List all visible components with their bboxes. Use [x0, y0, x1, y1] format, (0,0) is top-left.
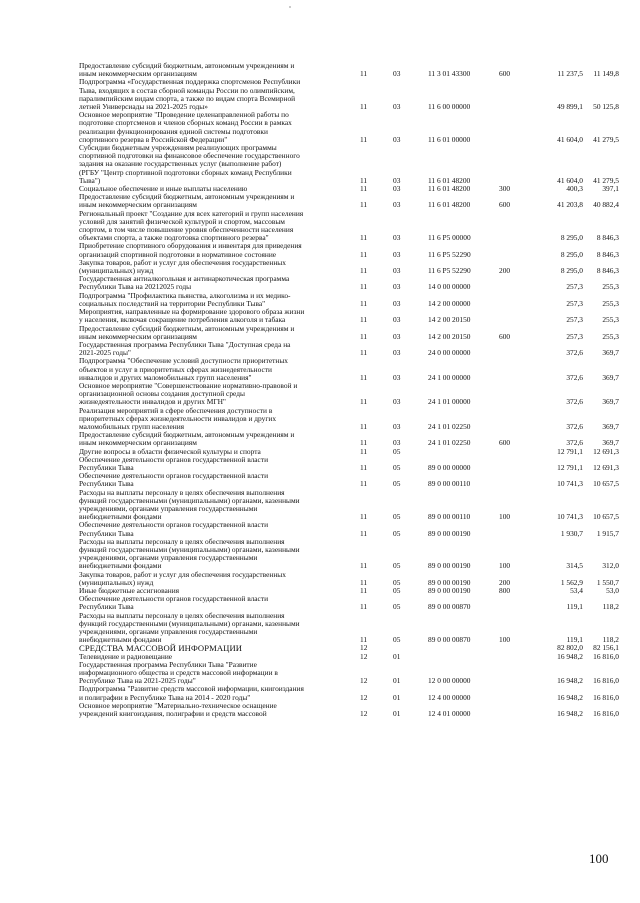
row-sum-year2: 53,0 — [606, 586, 619, 595]
row-name: Подпрограмма "Профилактика пьянства, алкоголизма и их медико- социальных последствий на территории Республики Тыва" — [79, 290, 291, 308]
row-sum-year1: 314,5 — [566, 561, 583, 571]
row-sum-year1: 16 948,2 — [557, 709, 583, 719]
budget-table — [79, 62, 619, 718]
row-sum-year1: 372,6 — [566, 438, 583, 448]
row-sum-year1: 82 802,0 — [557, 643, 583, 653]
row-sum-year1: 53,4 — [570, 586, 583, 595]
row-section: 11 — [360, 397, 368, 407]
row-subsection: 05 — [393, 586, 401, 595]
row-name: Государственная программа Республики Тыва "Развитие информационного общества и средств массовой информации в Республике Тыва на 2021-2025 годы" — [79, 659, 278, 686]
row-section: 11 — [360, 372, 368, 382]
row-subsection: 05 — [393, 561, 401, 571]
row-expense-type: 200 — [499, 266, 511, 276]
row-subsection: 05 — [393, 602, 401, 612]
row-name: Расходы на выплаты персоналу в целях обеспечения выполнения функций государственными (муниципальными) органами, казенными учреждениями, органами управления государственными внебюджетными фондами — [79, 487, 300, 522]
row-name: Реализация мероприятий в сфере обеспечения доступности в приоритетных сферах жизнедеятельности инвалидов и других маломобильных групп населения — [79, 405, 277, 431]
row-section: 11 — [360, 421, 368, 431]
row-expense-type: 100 — [499, 561, 511, 571]
row-sum-year2: 255,3 — [602, 298, 619, 308]
row-name: Государственная программа Республики Тыва "Доступная среда на 2021-2025 годы" — [79, 339, 291, 358]
row-subsection: 03 — [393, 315, 401, 325]
row-sum-year2: 369,7 — [602, 421, 619, 431]
row-sum-year2: 16 816,0 — [593, 676, 619, 686]
row-expense-type: 300 — [499, 184, 511, 194]
row-sum-year1: 12 791,1 — [557, 446, 583, 456]
row-sum-year2: 41 279,5 — [593, 175, 619, 185]
table-row — [79, 325, 619, 341]
row-expense-type: 600 — [499, 438, 511, 448]
row-name: Предоставление субсидий бюджетным, автономным учреждениям и иным некоммерческим организациям — [79, 323, 295, 341]
row-sum-year1: 372,6 — [566, 421, 583, 431]
row-subsection: 03 — [393, 69, 401, 79]
row-target-article: 24 1 01 02250 — [428, 421, 471, 431]
row-section: 11 — [360, 462, 368, 472]
row-target-article: 11 6 P5 52290 — [428, 266, 471, 276]
row-name: Основное мероприятие "Совершенствование нормативно-правовой и организационной основы создания доступной среды жизнедеятельности инвалидов и других МГН" — [79, 380, 298, 407]
row-sum-year2: 40 882,4 — [593, 200, 619, 210]
row-target-article: 89 0 00 00110 — [428, 479, 471, 489]
row-sum-year1: 10 741,3 — [557, 479, 583, 489]
row-section: 11 — [360, 175, 368, 185]
row-subsection: 03 — [393, 397, 401, 407]
row-target-article: 14 2 00 20150 — [428, 331, 471, 341]
row-target-article: 11 6 P5 00000 — [428, 233, 471, 243]
row-subsection: 05 — [393, 528, 401, 538]
row-sum-year2: 369,7 — [602, 397, 619, 407]
row-section: 12 — [360, 643, 368, 653]
row-sum-year1: 1 930,7 — [560, 528, 583, 538]
table-row — [79, 308, 619, 324]
row-section: 11 — [360, 282, 368, 292]
row-section: 11 — [360, 446, 368, 456]
row-sum-year1: 49 899,1 — [557, 102, 583, 112]
row-target-article: 89 0 00 00190 — [428, 586, 471, 595]
row-name: Телевидение и радиовещание — [79, 651, 173, 661]
row-name: Подпрограмма «Государственная поддержка спортсменов Республики Тыва, входящих в состав сборной команды России по олимпийским, паралимпийским видам спорта, а также по видам спорта Всемирной летней Универсиады на 2021-2025 годы» — [79, 77, 301, 112]
row-target-article: 24 1 01 02250 — [428, 438, 471, 448]
row-section: 11 — [360, 134, 368, 144]
row-sum-year1: 16 948,2 — [557, 692, 583, 702]
table-row — [79, 193, 619, 209]
row-expense-type: 100 — [499, 635, 511, 645]
row-target-article: 89 0 00 00870 — [428, 635, 471, 645]
row-target-article: 24 1 01 00000 — [428, 397, 471, 407]
row-subsection: 05 — [393, 512, 401, 522]
row-expense-type: 800 — [499, 586, 511, 595]
row-name: Региональный проект "Создание для всех категорий и групп населения условий для занятий физической культурой и спортом, массовым спортом, в том числе повышение уровня обеспеченности населения объектами спорта, а также подготовка спортивного резерва" — [79, 208, 304, 243]
scan-speck — [289, 6, 291, 8]
row-subsection: 03 — [393, 233, 401, 243]
row-section: 11 — [360, 266, 368, 276]
row-section: 12 — [360, 709, 368, 719]
row-target-article: 24 0 00 00000 — [428, 348, 471, 358]
row-target-article: 12 4 01 00000 — [428, 709, 471, 719]
table-row — [79, 407, 619, 432]
table-row — [79, 431, 619, 447]
row-sum-year1: 10 741,3 — [557, 512, 583, 522]
row-sum-year2: 1 915,7 — [596, 528, 619, 538]
table-row — [79, 144, 619, 185]
row-target-article: 14 2 00 00000 — [428, 298, 471, 308]
row-section: 11 — [360, 298, 368, 308]
row-section: 11 — [360, 438, 368, 448]
row-name: СРЕДСТВА МАССОВОЙ ИНФОРМАЦИИ — [79, 643, 243, 654]
row-target-article: 11 3 01 43300 — [428, 69, 471, 79]
row-section: 12 — [360, 676, 368, 686]
row-sum-year2: 12 691,3 — [593, 446, 619, 456]
row-sum-year2: 397,1 — [602, 184, 619, 194]
table-row — [79, 111, 619, 144]
row-target-article: 89 0 00 00190 — [428, 577, 471, 587]
row-sum-year2: 255,3 — [602, 331, 619, 341]
row-sum-year1: 257,3 — [566, 282, 583, 292]
row-subsection: 03 — [393, 331, 401, 341]
table-row — [79, 685, 619, 701]
row-expense-type: 600 — [499, 69, 511, 79]
row-subsection: 03 — [393, 421, 401, 431]
row-name: Основное мероприятие "Проведение целенаправленной работы по подготовке спортсменов и членов сборных команд России в рамках реализации функционирования единой системы подготовки спортивного резерва в Российской Федерации" — [79, 110, 292, 144]
row-subsection: 03 — [393, 102, 401, 112]
row-sum-year2: 10 657,5 — [593, 512, 619, 522]
row-sum-year1: 8 295,0 — [560, 266, 583, 276]
row-sum-year1: 257,3 — [566, 315, 583, 325]
row-subsection: 05 — [393, 479, 401, 489]
row-section: 11 — [360, 102, 368, 112]
table-row — [79, 382, 619, 407]
row-target-article: 89 0 00 00870 — [428, 602, 471, 612]
row-section: 11 — [360, 561, 368, 571]
row-subsection: 01 — [393, 676, 401, 686]
row-section: 11 — [360, 331, 368, 341]
table-row — [79, 242, 619, 258]
table-row — [79, 62, 619, 78]
row-sum-year1: 8 295,0 — [560, 233, 583, 243]
row-section: 11 — [360, 512, 368, 522]
row-sum-year2: 8 846,3 — [596, 266, 619, 276]
row-subsection: 01 — [393, 692, 401, 702]
row-section: 11 — [360, 528, 368, 538]
table-row — [79, 456, 619, 472]
row-subsection: 03 — [393, 134, 401, 144]
row-name: Государственная антиалкогольная и антинаркотическая программа Республики Тыва на 20212025 годы — [79, 274, 290, 292]
row-sum-year2: 8 846,3 — [596, 233, 619, 243]
row-name: Основное мероприятие "Материально-техническое оснащение учреждений книгоиздания, полиграфии и средств массовой — [79, 700, 277, 719]
row-target-article: 11 6 P5 52290 — [428, 249, 471, 259]
table-row — [79, 259, 619, 275]
row-expense-type: 100 — [499, 512, 511, 522]
row-name: Иные бюджетные ассигнования — [79, 586, 180, 595]
row-sum-year1: 41 604,0 — [557, 175, 583, 185]
row-sum-year2: 50 125,8 — [593, 102, 619, 112]
row-name: Обеспечение деятельности органов государственной власти Республики Тыва — [79, 471, 269, 489]
row-name: Расходы на выплаты персоналу в целях обеспечения выполнения функций государственными (муниципальными) органами, казенными учреждениями, органами управления государственными внебюджетными фондами — [79, 536, 300, 571]
row-sum-year2: 118,2 — [602, 635, 619, 645]
row-name: Другие вопросы в области физической культуры и спорта — [79, 446, 261, 456]
row-name: Обеспечение деятельности органов государственной власти Республики Тыва — [79, 520, 269, 538]
row-expense-type: 200 — [499, 577, 511, 587]
table-row — [79, 357, 619, 382]
table-row — [79, 538, 619, 571]
row-section: 11 — [360, 635, 368, 645]
row-target-article: 14 0 00 00000 — [428, 282, 471, 292]
row-section: 11 — [360, 315, 368, 325]
row-sum-year2: 369,7 — [602, 438, 619, 448]
row-target-article: 14 2 00 20150 — [428, 315, 471, 325]
row-section: 11 — [360, 577, 368, 587]
row-target-article: 12 0 00 00000 — [428, 676, 471, 686]
row-sum-year2: 8 846,3 — [596, 249, 619, 259]
row-sum-year1: 372,6 — [566, 348, 583, 358]
row-name: Расходы на выплаты персоналу в целях обеспечения выполнения функций государственными (муниципальными) органами, казенными учреждениями, органами управления государственными внебюджетными фондами — [79, 610, 300, 645]
row-expense-type: 600 — [499, 200, 511, 210]
table-row — [79, 292, 619, 308]
row-section: 11 — [360, 233, 368, 243]
row-section: 11 — [360, 348, 368, 358]
row-target-article: 89 0 00 00190 — [428, 528, 471, 538]
row-subsection: 05 — [393, 635, 401, 645]
table-row — [79, 595, 619, 611]
row-target-article: 89 0 00 00110 — [428, 512, 471, 522]
row-expense-type: 600 — [499, 331, 511, 341]
row-subsection: 05 — [393, 462, 401, 472]
row-name: Предоставление субсидий бюджетным, автономным учреждениям и иным некоммерческим организациям — [79, 61, 295, 79]
row-subsection: 03 — [393, 438, 401, 448]
table-row — [79, 571, 619, 587]
row-name: Социальное обеспечение и иные выплаты населению — [79, 184, 248, 194]
row-sum-year2: 312,0 — [602, 561, 619, 571]
row-sum-year1: 1 562,9 — [560, 577, 583, 587]
row-sum-year2: 118,2 — [602, 602, 619, 612]
row-subsection: 03 — [393, 348, 401, 358]
row-target-article: 89 0 00 00000 — [428, 462, 471, 472]
row-target-article: 12 4 00 00000 — [428, 692, 471, 702]
row-target-article: 11 6 01 48200 — [428, 200, 471, 210]
row-sum-year2: 255,3 — [602, 315, 619, 325]
table-row — [79, 472, 619, 488]
row-subsection: 03 — [393, 266, 401, 276]
row-target-article: 89 0 00 00190 — [428, 561, 471, 571]
row-section: 11 — [360, 69, 368, 79]
row-subsection: 03 — [393, 298, 401, 308]
row-section: 11 — [360, 249, 368, 259]
row-target-article: 24 1 00 00000 — [428, 372, 471, 382]
row-sum-year1: 41 203,8 — [557, 200, 583, 210]
table-row — [79, 489, 619, 522]
row-sum-year2: 16 816,0 — [593, 651, 619, 661]
row-name: Субсидии бюджетным учреждениям реализующих программы спортивной подготовки на финансовое обеспечение государственного задания на оказание государственных услуг (выполнение работ) (РГБУ "Центр спортивной подготовки сборных команд Республики Тыва") — [79, 143, 300, 185]
row-section: 11 — [360, 200, 368, 210]
row-sum-year2: 255,3 — [602, 282, 619, 292]
table-row — [79, 702, 619, 718]
row-name: Обеспечение деятельности органов государственной власти Республики Тыва — [79, 594, 269, 612]
row-sum-year2: 10 657,5 — [593, 479, 619, 489]
row-subsection: 01 — [393, 709, 401, 719]
row-section: 11 — [360, 479, 368, 489]
row-sum-year2: 12 691,3 — [593, 462, 619, 472]
table-row — [79, 78, 619, 111]
row-target-article: 11 6 01 00000 — [428, 134, 471, 144]
row-subsection: 01 — [393, 651, 401, 661]
row-section: 11 — [360, 184, 368, 194]
row-sum-year2: 369,7 — [602, 372, 619, 382]
row-sum-year1: 119,1 — [566, 602, 583, 612]
row-sum-year1: 12 791,1 — [557, 462, 583, 472]
row-sum-year1: 16 948,2 — [557, 651, 583, 661]
row-subsection: 03 — [393, 175, 401, 185]
row-sum-year2: 41 279,5 — [593, 134, 619, 144]
row-sum-year1: 372,6 — [566, 397, 583, 407]
row-subsection: 03 — [393, 372, 401, 382]
row-name: Подпрограмма "Обеспечение условий доступности приоритетных объектов и услуг в приоритетных сферах жизнедеятельности инвалидов и других маломобильных групп населения" — [79, 356, 288, 382]
row-section: 11 — [360, 602, 368, 612]
row-section: 12 — [360, 692, 368, 702]
row-name: Предоставление субсидий бюджетным, автономным учреждениям и иным некоммерческим организациям — [79, 430, 295, 448]
table-row — [79, 341, 619, 357]
row-sum-year1: 11 237,5 — [557, 69, 583, 79]
row-target-article: 11 6 01 48200 — [428, 184, 471, 194]
row-sum-year1: 400,3 — [566, 184, 583, 194]
row-name: Мероприятия, направленные на формирование здорового образа жизни у населения, включая сокращение потребления алкоголя и табака — [79, 307, 305, 325]
page-number: 100 — [589, 851, 609, 866]
row-target-article: 11 6 01 48200 — [428, 175, 471, 185]
row-sum-year1: 372,6 — [566, 372, 583, 382]
row-sum-year1: 257,3 — [566, 331, 583, 341]
row-sum-year2: 369,7 — [602, 348, 619, 358]
row-sum-year2: 1 550,7 — [596, 577, 619, 587]
row-sum-year2: 11 149,8 — [593, 69, 619, 79]
row-section: 12 — [360, 651, 368, 661]
table-row — [79, 210, 619, 243]
row-subsection: 03 — [393, 249, 401, 259]
row-name: Подпрограмма "Развитие средств массовой информации, книгоиздания и полиграфии в Республике Тыва на 2014 - 2020 годы" — [79, 684, 304, 702]
row-subsection: 03 — [393, 282, 401, 292]
table-row — [79, 521, 619, 537]
row-sum-year1: 16 948,2 — [557, 676, 583, 686]
table-row — [79, 275, 619, 291]
row-section: 11 — [360, 586, 368, 595]
row-sum-year1: 8 295,0 — [560, 249, 583, 259]
row-name: Закупка товаров, работ и услуг для обеспечения государственных (муниципальных) нужд — [79, 257, 286, 276]
row-name: Приобретение спортивного оборудования и инвентаря для приведения организаций спортивной подготовки в нормативное состояние — [79, 241, 302, 259]
row-subsection: 05 — [393, 446, 401, 456]
row-target-article: 11 6 00 00000 — [428, 102, 471, 112]
row-sum-year1: 41 604,0 — [557, 134, 583, 144]
table-row — [79, 612, 619, 645]
row-subsection: 03 — [393, 200, 401, 210]
row-sum-year2: 16 816,0 — [593, 709, 619, 719]
row-sum-year2: 82 156,1 — [593, 643, 619, 653]
row-sum-year2: 16 816,0 — [593, 692, 619, 702]
row-subsection: 03 — [393, 184, 401, 194]
row-sum-year1: 119,1 — [566, 635, 583, 645]
row-name: Обеспечение деятельности органов государственной власти Республики Тыва — [79, 454, 269, 472]
row-name: Закупка товаров, работ и услуг для обеспечения государственных (муниципальных) нужд — [79, 569, 286, 587]
row-subsection: 05 — [393, 577, 401, 587]
row-name: Предоставление субсидий бюджетным, автономным учреждениям и иным некоммерческим организациям — [79, 192, 295, 210]
table-row — [79, 661, 619, 686]
row-sum-year1: 257,3 — [566, 298, 583, 308]
